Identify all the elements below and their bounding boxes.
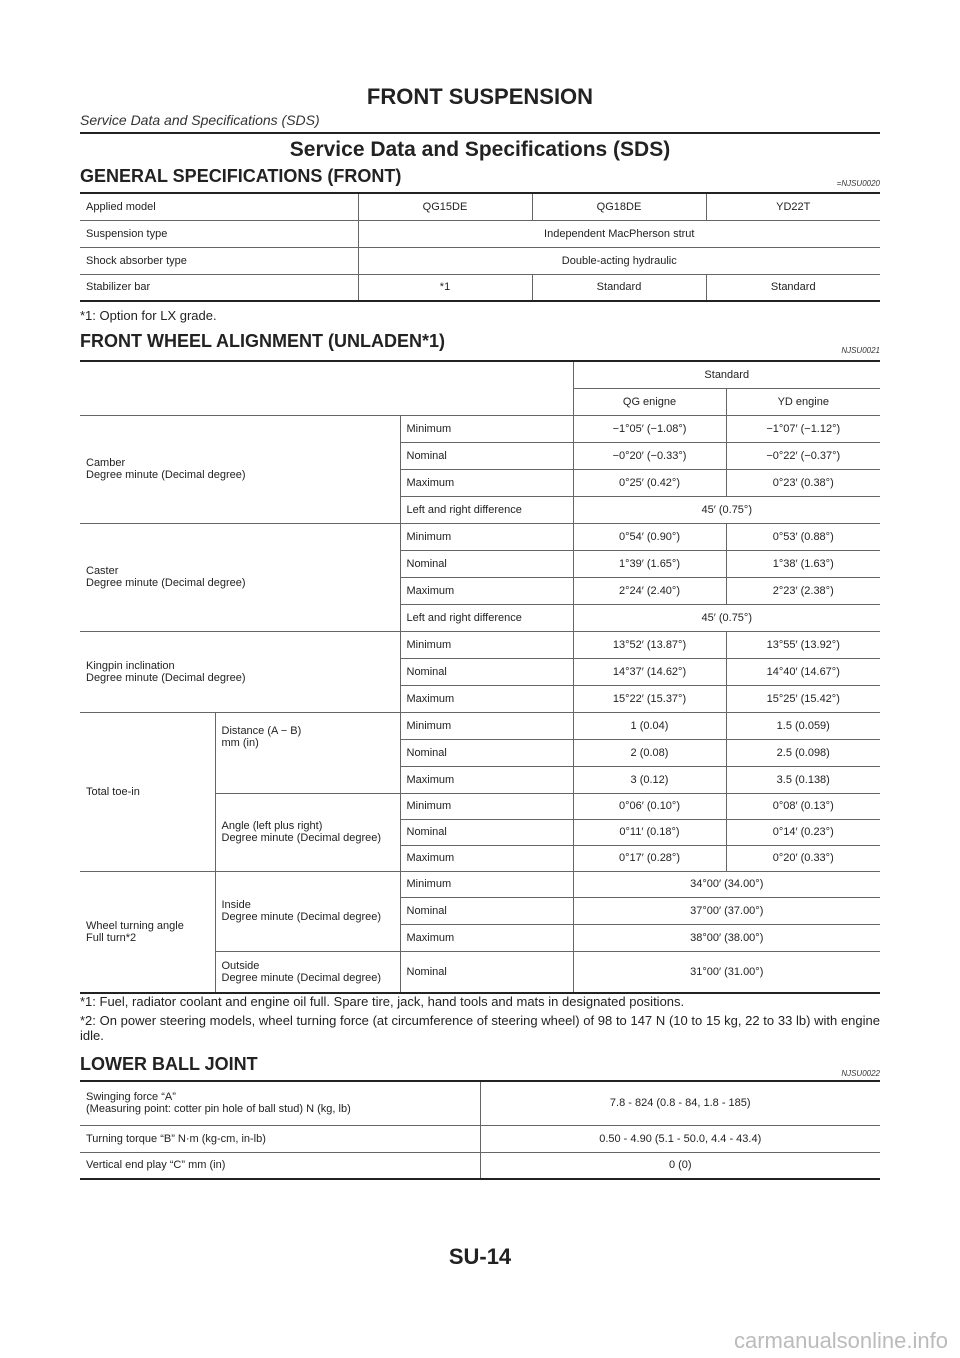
cell: Nominal [400, 951, 573, 993]
turning-outside-line2: Degree minute (Decimal degree) [221, 971, 382, 984]
caster-label [80, 523, 400, 631]
cell: Shock absorber type [80, 247, 358, 274]
cell: 13°52′ (13.87°) [573, 631, 726, 658]
cell: Maximum [400, 766, 573, 793]
cell: Suspension type [80, 220, 358, 247]
camber-label-line2: Degree minute (Decimal degree) [86, 469, 246, 481]
alignment-code: NJSU0021 [841, 346, 880, 355]
turning-label-line2: Full turn*2 [86, 931, 137, 944]
cell: 1°39′ (1.65°) [573, 550, 726, 577]
cell: 14°40′ (14.67°) [726, 658, 880, 685]
cell: −0°22′ (−0.37°) [726, 442, 880, 469]
cell: *1 [358, 274, 532, 301]
cell: Minimum [400, 415, 573, 442]
caster-label-line1: Caster [86, 565, 119, 577]
cell: −1°07′ (−1.12°) [726, 415, 880, 442]
cell: 0°17′ (0.28°) [573, 845, 726, 871]
cell: 0°08′ (0.13°) [726, 793, 880, 819]
cell: 15°22′ (15.37°) [573, 685, 726, 712]
general-specs-section [80, 166, 880, 187]
camber-label-line1: Camber [86, 457, 126, 469]
balljoint-code: NJSU0022 [841, 1069, 880, 1078]
cell: QG18DE [532, 193, 706, 220]
header-qg-engine: QG enigne [573, 388, 726, 415]
cell: Maximum [400, 845, 573, 871]
cell: 1 (0.04) [573, 712, 726, 739]
document-title: Service Data and Specifications (SDS) [289, 138, 671, 161]
end-play-label: Vertical end play “C” mm (in) [80, 1152, 480, 1179]
balljoint-table-wrap [80, 1080, 880, 1180]
cell: Maximum [400, 685, 573, 712]
alignment-title: FRONT WHEEL ALIGNMENT (UNLADEN*1) [80, 331, 445, 351]
cell: 0°14′ (0.23°) [726, 819, 880, 845]
cell: Stabilizer bar [80, 274, 358, 301]
cell: Standard [706, 274, 880, 301]
swinging-force-line1: Swinging force “A” [86, 1091, 176, 1104]
cell: 45′ (0.75°) [573, 496, 880, 523]
cell: 34°00′ (34.00°) [573, 871, 880, 897]
camber-label [80, 415, 400, 523]
turning-outside-label [215, 951, 400, 993]
table-row [80, 712, 880, 739]
turning-inside-line1: Inside [221, 899, 251, 911]
swinging-force-label [80, 1081, 480, 1125]
cell: 15°25′ (15.42°) [726, 685, 880, 712]
table-row [80, 274, 880, 301]
cell: Nominal [400, 550, 573, 577]
table-row [80, 247, 880, 274]
toe-in-label: Total toe-in [80, 712, 215, 871]
turning-torque-value: 0.50 - 4.90 (5.1 - 50.0, 4.4 - 43.4) [480, 1125, 880, 1152]
cell: 2 (0.08) [573, 739, 726, 766]
cell: Minimum [400, 523, 573, 550]
cell: Nominal [400, 442, 573, 469]
cell: −1°05′ (−1.08°) [573, 415, 726, 442]
toe-angle-line2: Degree minute (Decimal degree) [221, 832, 382, 844]
cell: Double-acting hydraulic [358, 247, 880, 274]
cell: 0°25′ (0.42°) [573, 469, 726, 496]
cell: Nominal [400, 739, 573, 766]
section-subtitle: Service Data and Specifications (SDS) [80, 112, 320, 128]
cell: 3 (0.12) [573, 766, 726, 793]
end-play-value: 0 (0) [480, 1152, 880, 1179]
cell: QG15DE [358, 193, 532, 220]
turning-label [80, 871, 215, 993]
cell: 37°00′ (37.00°) [573, 897, 880, 924]
balljoint-section [80, 1054, 880, 1078]
alignment-note-2: *2: On power steering models, wheel turning force (at circumference of steering wheel) of 98 to 147 N (10 to 15 kg, 22 to 33 lb) with engine idle. [80, 1013, 880, 1043]
alignment-section [80, 331, 880, 355]
cell: Left and right difference [400, 604, 573, 631]
table-row [80, 523, 880, 550]
turning-torque-label: Turning torque “B” N·m (kg-cm, in-lb) [80, 1125, 480, 1152]
cell: Left and right difference [400, 496, 573, 523]
toe-distance-line2: mm (in) [221, 736, 259, 749]
cell: Minimum [400, 712, 573, 739]
table-row [80, 193, 880, 220]
cell: Nominal [400, 897, 573, 924]
watermark: carmanualsonline.info [733, 1328, 948, 1353]
general-specs-code: =NJSU0020 [836, 179, 880, 188]
toe-angle-line1: Angle (left plus right) [221, 820, 323, 832]
table-row [80, 361, 880, 388]
cell: 1°38′ (1.63°) [726, 550, 880, 577]
cell: Minimum [400, 871, 573, 897]
turning-outside-line1: Outside [221, 959, 260, 972]
table-row [80, 1152, 880, 1179]
turning-label-line1: Wheel turning angle [86, 919, 184, 932]
general-specs-table [80, 192, 880, 302]
general-specs-title: GENERAL SPECIFICATIONS (FRONT) [80, 166, 402, 186]
turning-inside-label [215, 871, 400, 951]
cell: YD22T [706, 193, 880, 220]
cell: −0°20′ (−0.33°) [573, 442, 726, 469]
table-row [80, 220, 880, 247]
header-rule [80, 132, 880, 134]
header-blank-cell [80, 361, 573, 415]
balljoint-title: LOWER BALL JOINT [80, 1054, 258, 1074]
cell: 0°23′ (0.38°) [726, 469, 880, 496]
kingpin-label-line2: Degree minute (Decimal degree) [86, 671, 246, 684]
cell: 14°37′ (14.62°) [573, 658, 726, 685]
cell: 31°00′ (31.00°) [573, 951, 880, 993]
cell: 0°11′ (0.18°) [573, 819, 726, 845]
cell: 3.5 (0.138) [726, 766, 880, 793]
general-specs-table-wrap [80, 192, 880, 302]
caster-label-line2: Degree minute (Decimal degree) [86, 577, 246, 589]
toe-angle-label [215, 793, 400, 871]
section-title: FRONT SUSPENSION [366, 84, 594, 109]
cell: 0°20′ (0.33°) [726, 845, 880, 871]
cell: 13°55′ (13.92°) [726, 631, 880, 658]
alignment-note-1: *1: Fuel, radiator coolant and engine oil full. Spare tire, jack, hand tools and mats in designated positions. [80, 994, 685, 1009]
cell: 2.5 (0.098) [726, 739, 880, 766]
table-row [80, 871, 880, 897]
cell: 0°54′ (0.90°) [573, 523, 726, 550]
table-row [80, 631, 880, 658]
cell: Nominal [400, 819, 573, 845]
cell: Standard [532, 274, 706, 301]
table-row [80, 1081, 880, 1125]
kingpin-label [80, 631, 400, 712]
cell: 2°23′ (2.38°) [726, 577, 880, 604]
toe-distance-line1: Distance (A − B) [221, 724, 302, 737]
cell: 0°06′ (0.10°) [573, 793, 726, 819]
cell: 38°00′ (38.00°) [573, 924, 880, 951]
swinging-force-value: 7.8 - 824 (0.8 - 84, 1.8 - 185) [480, 1081, 880, 1125]
swinging-force-line2: (Measuring point: cotter pin hole of ball stud) N (kg, lb) [86, 1103, 351, 1116]
cell: Maximum [400, 469, 573, 496]
toe-distance-label [215, 712, 400, 793]
header-standard: Standard [573, 361, 880, 388]
cell: Applied model [80, 193, 358, 220]
cell: Minimum [400, 793, 573, 819]
cell: 45′ (0.75°) [573, 604, 880, 631]
cell: Maximum [400, 924, 573, 951]
header-yd-engine: YD engine [726, 388, 880, 415]
table-row [80, 415, 880, 442]
general-specs-note: *1: Option for LX grade. [80, 308, 217, 323]
table-row [80, 1125, 880, 1152]
cell: 0°53′ (0.88°) [726, 523, 880, 550]
page-number: SU-14 [448, 1244, 512, 1269]
alignment-table-wrap [80, 360, 880, 994]
cell: Nominal [400, 658, 573, 685]
turning-inside-line2: Degree minute (Decimal degree) [221, 911, 382, 923]
cell: Minimum [400, 631, 573, 658]
cell: Independent MacPherson strut [358, 220, 880, 247]
kingpin-label-line1: Kingpin inclination [86, 659, 175, 672]
cell: 1.5 (0.059) [726, 712, 880, 739]
alignment-table [80, 360, 880, 994]
cell: Maximum [400, 577, 573, 604]
cell: 2°24′ (2.40°) [573, 577, 726, 604]
balljoint-table [80, 1080, 880, 1180]
